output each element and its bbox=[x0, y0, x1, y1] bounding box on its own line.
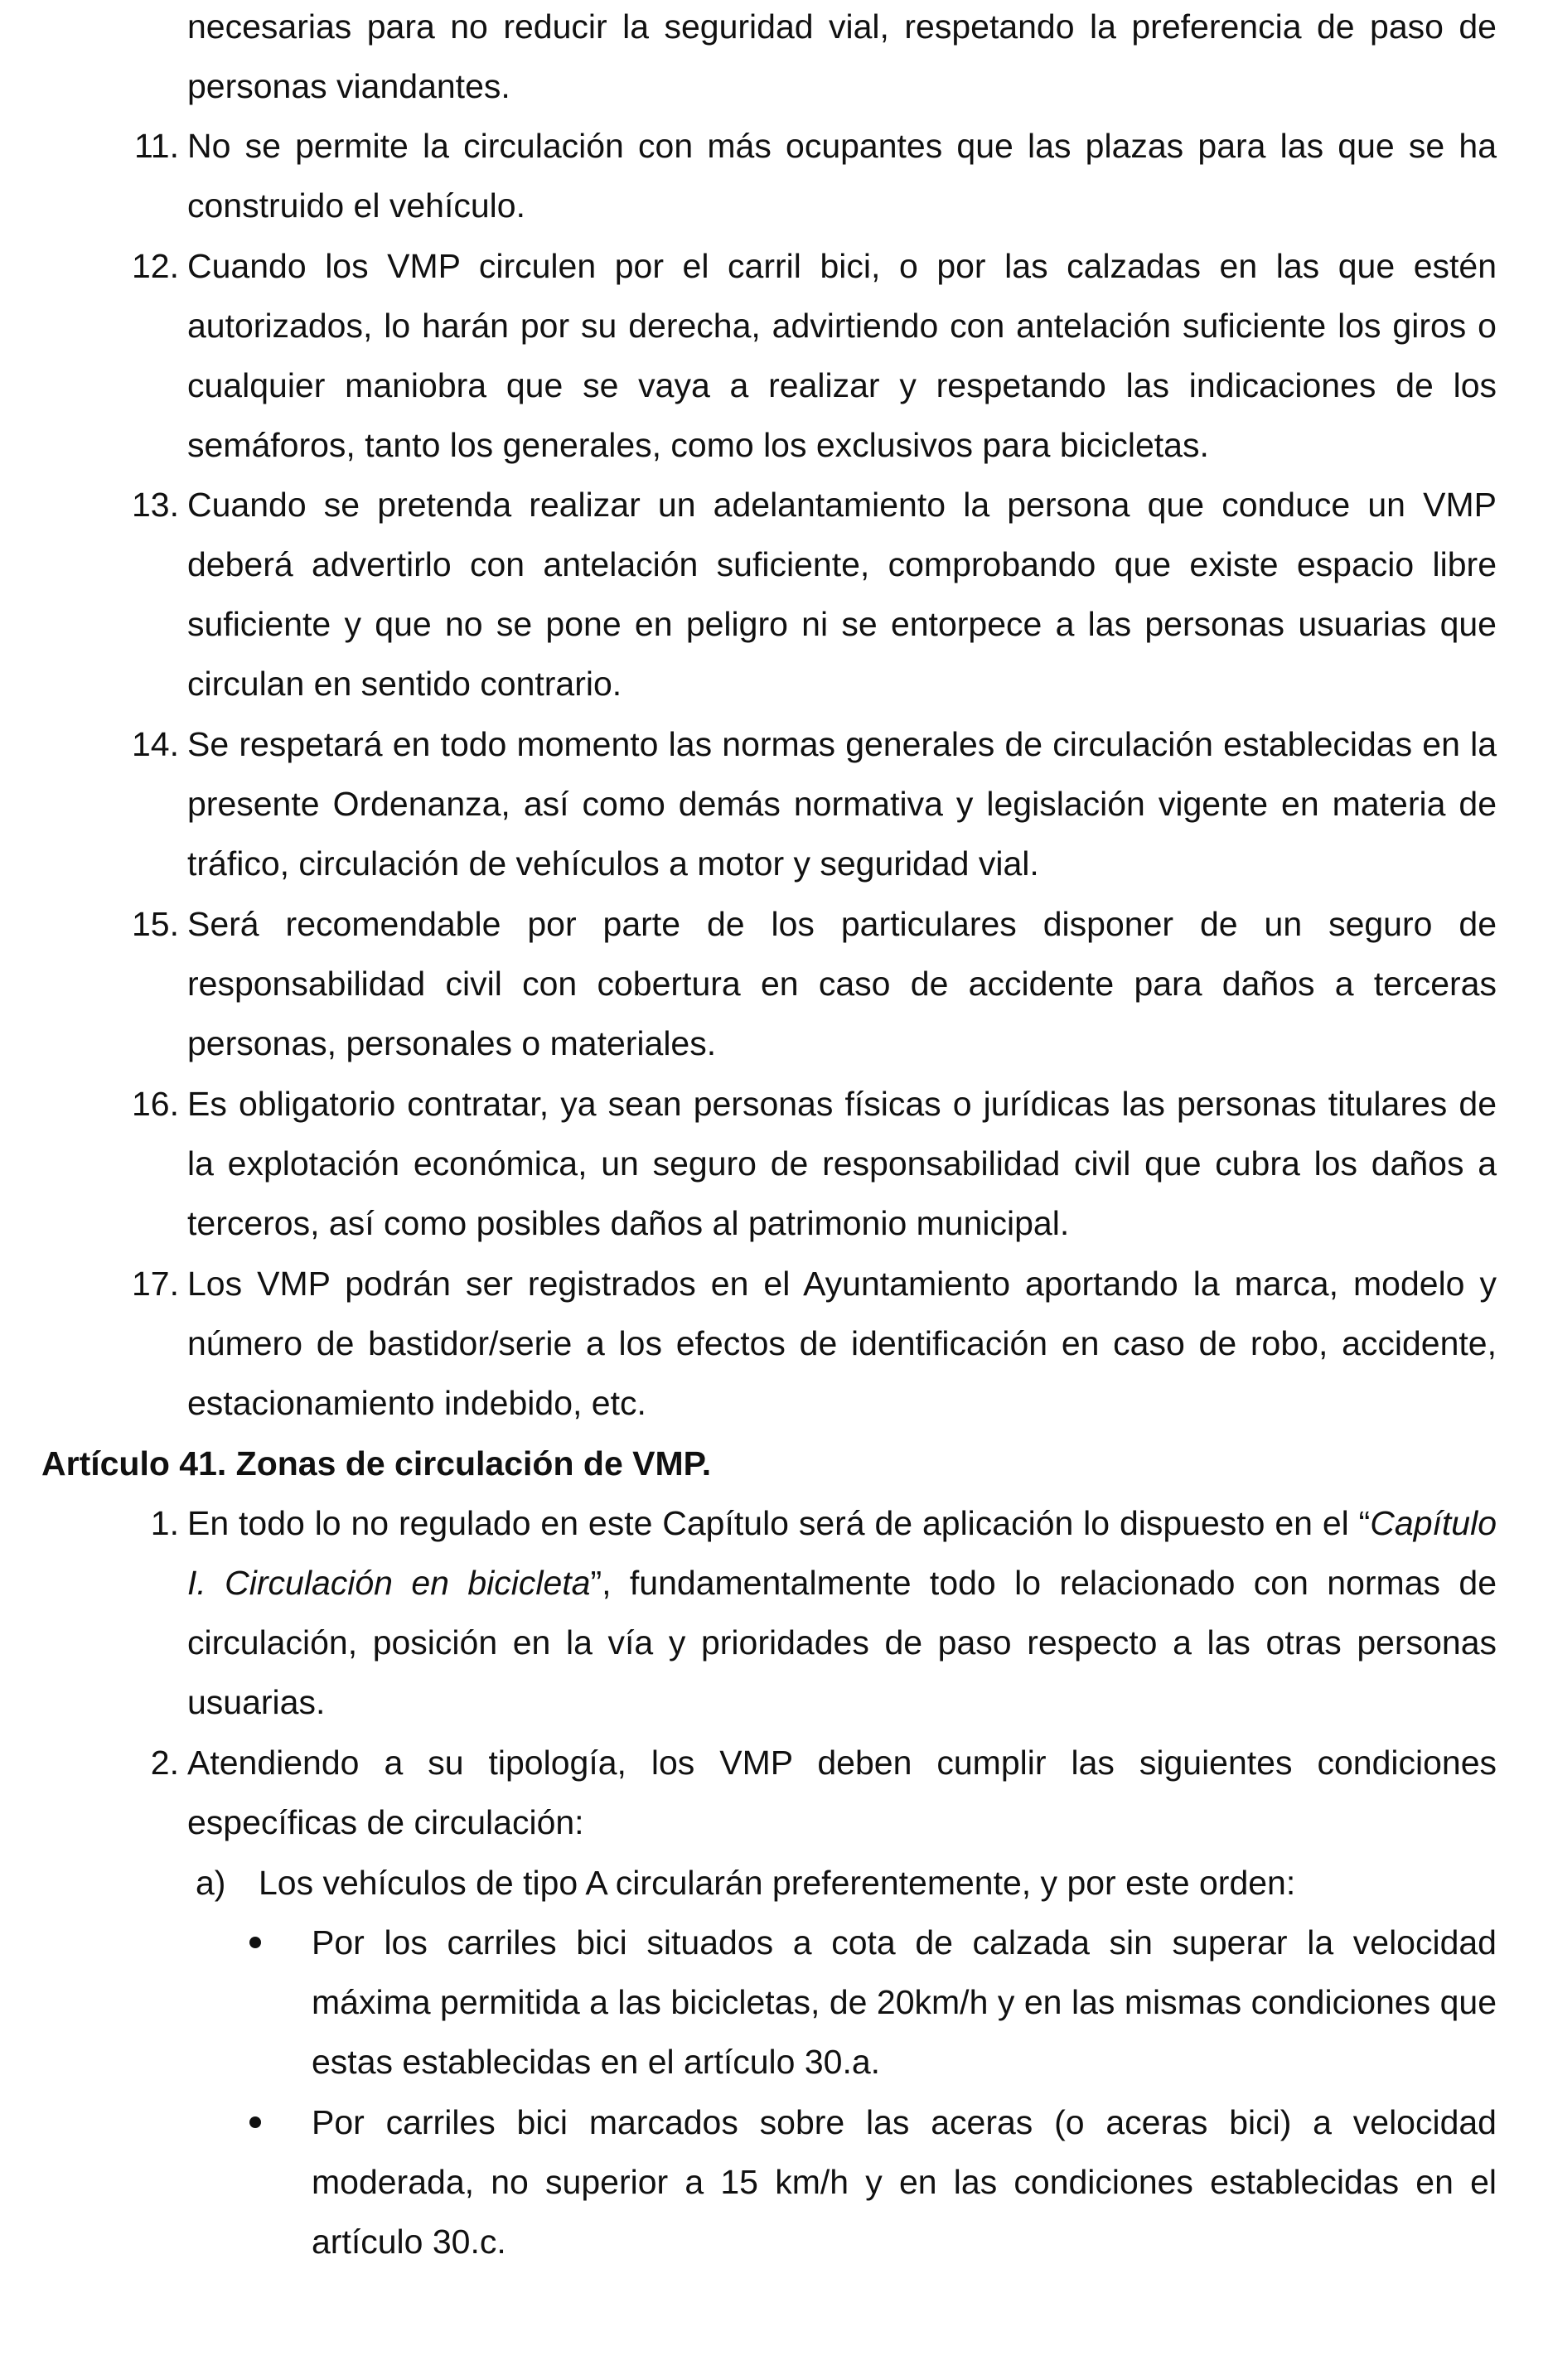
text-segment: En todo lo no regulado en este Capítulo será de aplicación lo dispuesto en el “ bbox=[187, 1504, 1371, 1542]
item-number: 2. bbox=[150, 1744, 179, 1782]
article-heading: Artículo 41. Zonas de circulación de VMP. bbox=[41, 1444, 712, 1483]
list-item-text: Cuando los VMP circulen por el carril bici, o por las calzadas en las que estén autorizados, lo harán por su derecha, advirtiendo con antelación suficiente los giros o cualquier maniobra que se vaya a realizar y respetando las indicaciones de los semáforos, tanto los generales, como los exclusivos para bicicletas. bbox=[187, 247, 1497, 464]
item-number: 11. bbox=[134, 127, 179, 165]
continuation-text: necesarias para no reducir la seguridad vial, respetando la preferencia de paso de personas viandantes. bbox=[187, 7, 1497, 105]
list-item-text: Se respetará en todo momento las normas generales de circulación establecidas en la presente Ordenanza, así como demás normativa y legislación vigente en materia de tráfico, circulación de vehículos a motor y seguridad vial. bbox=[187, 725, 1497, 883]
item-number: 13. bbox=[132, 486, 179, 524]
list-item-text: Atendiendo a su tipología, los VMP deben cumplir las siguientes condiciones específicas de circulación: bbox=[187, 1744, 1497, 1841]
text-segment: ”, fundamentalmente todo lo relacionado con normas de circulación, posición en la vía y prioridades de paso respecto a las otras personas usuarias. bbox=[187, 1564, 1497, 1721]
bullet-icon bbox=[247, 2092, 264, 2152]
list-item-text: Es obligatorio contratar, ya sean personas físicas o jurídicas las personas titulares de la explotación económica, un seguro de responsabilidad civil que cubra los daños a terceros, así como posibles daños al patrimonio municipal. bbox=[187, 1085, 1497, 1242]
list-item-text: No se permite la circulación con más ocupantes que las plazas para las que se ha construido el vehículo. bbox=[187, 127, 1497, 225]
subitem-text: Los vehículos de tipo A circularán preferentemente, y por este orden: bbox=[259, 1864, 1296, 1902]
bullet-text: Por carriles bici marcados sobre las aceras (o aceras bici) a velocidad moderada, no superior a 15 km/h y en las condiciones establecidas en el artículo 30.c. bbox=[312, 2103, 1497, 2261]
item-number: 12. bbox=[132, 247, 179, 285]
list-item-text: Cuando se pretenda realizar un adelantamiento la persona que conduce un VMP deberá advertirlo con antelación suficiente, comprobando que existe espacio libre suficiente y que no se pone en peligro ni se entorpece a las personas usuarias que circulan en sentido contrario. bbox=[187, 486, 1497, 703]
subitem-marker: a) bbox=[196, 1864, 226, 1902]
bullet-icon bbox=[247, 1913, 264, 1972]
bullet-text: Por los carriles bici situados a cota de calzada sin superar la velocidad máxima permitida a las bicicletas, de 20km/h y en las mismas condiciones que estas establecidas en el artículo 30.a. bbox=[312, 1923, 1497, 2081]
list-item-text: Será recomendable por parte de los particulares disponer de un seguro de responsabilidad civil con cobertura en caso de accidente para daños a terceras personas, personales o materiales. bbox=[187, 905, 1497, 1062]
item-number: 1. bbox=[150, 1504, 179, 1542]
item-number: 15. bbox=[132, 905, 179, 943]
item-number: 17. bbox=[132, 1265, 179, 1303]
item-number: 14. bbox=[132, 725, 179, 763]
item-number: 16. bbox=[132, 1085, 179, 1123]
chapter-reference: Capítulo I. Circulación en bicicleta bbox=[187, 1504, 1497, 1602]
list-item-text bbox=[187, 1493, 1497, 1732]
list-item-text: Los VMP podrán ser registrados en el Ayuntamiento aportando la marca, modelo y número de bastidor/serie a los efectos de identificación en caso de robo, accidente, estacionamiento indebido, etc. bbox=[187, 1265, 1497, 1422]
